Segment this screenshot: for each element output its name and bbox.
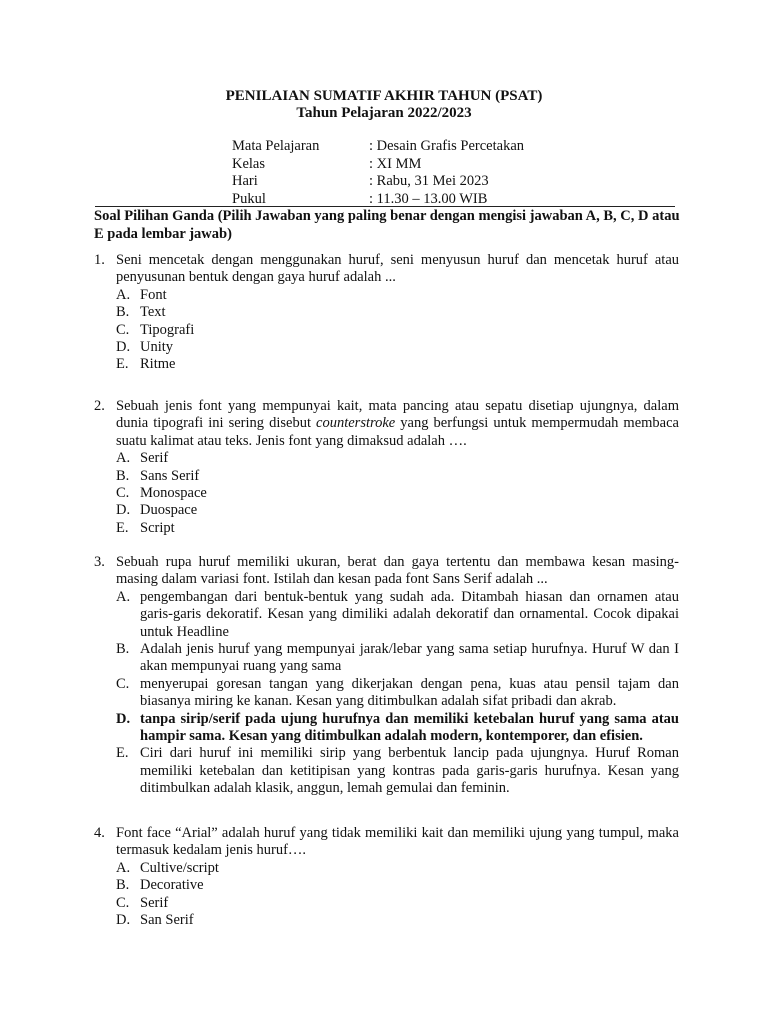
exam-title: PENILAIAN SUMATIF AKHIR TAHUN (PSAT)	[225, 88, 543, 104]
option-letter: B.	[116, 304, 130, 321]
question-1	[94, 252, 679, 374]
question-text: Sebuah rupa huruf memiliki ukuran, berat dan gaya tertentu dan membawa kesan masing-masing dalam variasi font. Istilah dan kesan pada font Sans Serif adalah ...	[116, 554, 679, 588]
question-text: Seni mencetak dengan menggunakan huruf, seni menyusun huruf dan mencetak huruf atau penyusunan bentuk dengan gaya huruf adalah ...	[116, 252, 679, 286]
option-text: Cultive/script	[140, 859, 219, 876]
option-letter: C.	[116, 321, 130, 338]
option-text: Script	[140, 519, 175, 536]
option-d	[116, 912, 679, 929]
option-e	[116, 745, 679, 797]
option-list	[116, 287, 679, 374]
option-text: menyerupai goresan tangan yang dikerjakan dengan pena, kuas atau pensil tajam dan biasanya miring ke kanan. Kesan yang ditimbulkan adalah sifat pribadi dan akrab.	[140, 675, 679, 710]
option-letter: D.	[116, 502, 131, 519]
option-list	[116, 860, 679, 930]
question-3	[94, 554, 679, 798]
option-text: San Serif	[140, 912, 194, 929]
option-e	[116, 356, 679, 373]
question-2	[94, 398, 679, 537]
option-list	[116, 589, 679, 798]
info-label: Pukul	[232, 190, 266, 207]
option-text: Tipografi	[140, 321, 195, 338]
option-text: Serif	[140, 894, 169, 911]
option-letter: B.	[116, 641, 130, 658]
question-4	[94, 825, 679, 929]
option-text: Duospace	[140, 502, 198, 519]
option-a	[116, 450, 679, 467]
option-letter: C.	[116, 894, 130, 911]
option-letter: C.	[116, 485, 130, 502]
question-text: Font face “Arial” adalah huruf yang tidak memiliki kait dan memiliki ujung yang tumpul, maka termasuk kedalam jenis huruf….	[116, 825, 679, 859]
option-text: pengembangan dari bentuk-bentuk yang sudah ada. Ditambah hiasan dan ornamen atau garis-garis dekoratif. Kesan yang dimiliki adalah dekoratif dan ornamental. Cocok dipakai untuk Headline	[140, 588, 679, 640]
info-value: : Desain Grafis Percetakan	[369, 138, 525, 154]
question-number: 2.	[94, 398, 105, 414]
option-b	[116, 468, 679, 485]
option-letter: A.	[116, 286, 131, 303]
info-value: : 11.30 – 13.00 WIB	[369, 190, 488, 207]
option-a	[116, 287, 679, 304]
option-c	[116, 485, 679, 502]
question-text-part: Sebuah jenis font yang mempunyai kait, mata pancing atau sepatu disetiap ujungnya, dalam dunia tipografi ini sering disebut	[116, 398, 679, 432]
option-text: Serif	[140, 450, 169, 467]
option-c	[116, 322, 679, 339]
question-text-italic: counterstroke	[316, 415, 396, 432]
option-text: Ciri dari huruf ini memiliki sirip yang berbentuk lancip pada ujungnya. Huruf Roman memiliki ketebalan dan ketitipisan yang kontras pada garis-garis hurufnya. Kesan yang ditimbulkan adalah klasik, anggun, lemah gemulai dan feminin.	[140, 745, 679, 797]
option-a	[116, 589, 679, 641]
section-instruction: Soal Pilihan Ganda (Pilih Jawaban yang paling benar dengan mengisi jawaban A, B, C, D atau E pada lembar jawab)	[94, 208, 680, 242]
info-value: : Rabu, 31 Mei 2023	[369, 173, 489, 189]
option-letter: D.	[116, 339, 131, 356]
option-b	[116, 304, 679, 321]
option-e	[116, 520, 679, 537]
option-letter: E.	[116, 745, 129, 762]
option-text: Text	[140, 304, 166, 321]
option-text-correct: tanpa sirip/serif pada ujung hurufnya dan memiliki ketebalan huruf yang sama atau hampir sama. Kesan yang ditimbulkan adalah modern, kontemporer, dan efisien.	[140, 710, 679, 745]
option-c	[116, 895, 679, 912]
option-text: Decorative	[140, 877, 204, 894]
option-text: Font	[140, 286, 167, 303]
info-row-subject	[232, 138, 524, 156]
info-label: Hari	[232, 173, 258, 189]
academic-year: Tahun Pelajaran 2022/2023	[296, 105, 472, 121]
option-letter: A.	[116, 450, 131, 467]
option-letter: B.	[116, 467, 130, 484]
option-letter: A.	[116, 859, 131, 876]
question-text-part: yang berfungsi untuk mempermudah membaca suatu kalimat atau teks. Jenis font yang dimaksud adalah ….	[116, 415, 679, 449]
info-label: Kelas	[232, 155, 266, 172]
option-c	[116, 676, 679, 711]
question-number: 4.	[94, 825, 105, 841]
option-list	[116, 450, 679, 537]
option-text: Ritme	[140, 356, 176, 373]
info-value: : XI MM	[369, 155, 422, 172]
exam-info-table	[232, 138, 524, 208]
info-label: Mata Pelajaran	[232, 138, 320, 154]
option-b	[116, 641, 679, 676]
option-letter: A.	[116, 588, 131, 605]
option-b	[116, 877, 679, 894]
question-text	[116, 398, 679, 450]
option-text: Unity	[140, 339, 174, 356]
option-letter: E.	[116, 519, 129, 536]
option-letter: D.	[116, 912, 131, 929]
option-letter: D.	[116, 710, 131, 727]
option-letter: C.	[116, 675, 130, 692]
option-text: Monospace	[140, 485, 207, 502]
option-a	[116, 860, 679, 877]
info-row-class	[232, 156, 524, 174]
option-text: Sans Serif	[140, 467, 200, 484]
option-d	[116, 502, 679, 519]
question-number: 1.	[94, 252, 105, 268]
option-text: Adalah jenis huruf yang mempunyai jarak/lebar yang sama setiap hurufnya. Huruf W dan I akan mempunyai ruang yang sama	[140, 641, 679, 675]
option-d	[116, 711, 679, 746]
question-number: 3.	[94, 554, 105, 570]
info-row-day	[232, 173, 524, 191]
option-letter: E.	[116, 356, 129, 373]
option-letter: B.	[116, 877, 130, 894]
option-d	[116, 339, 679, 356]
